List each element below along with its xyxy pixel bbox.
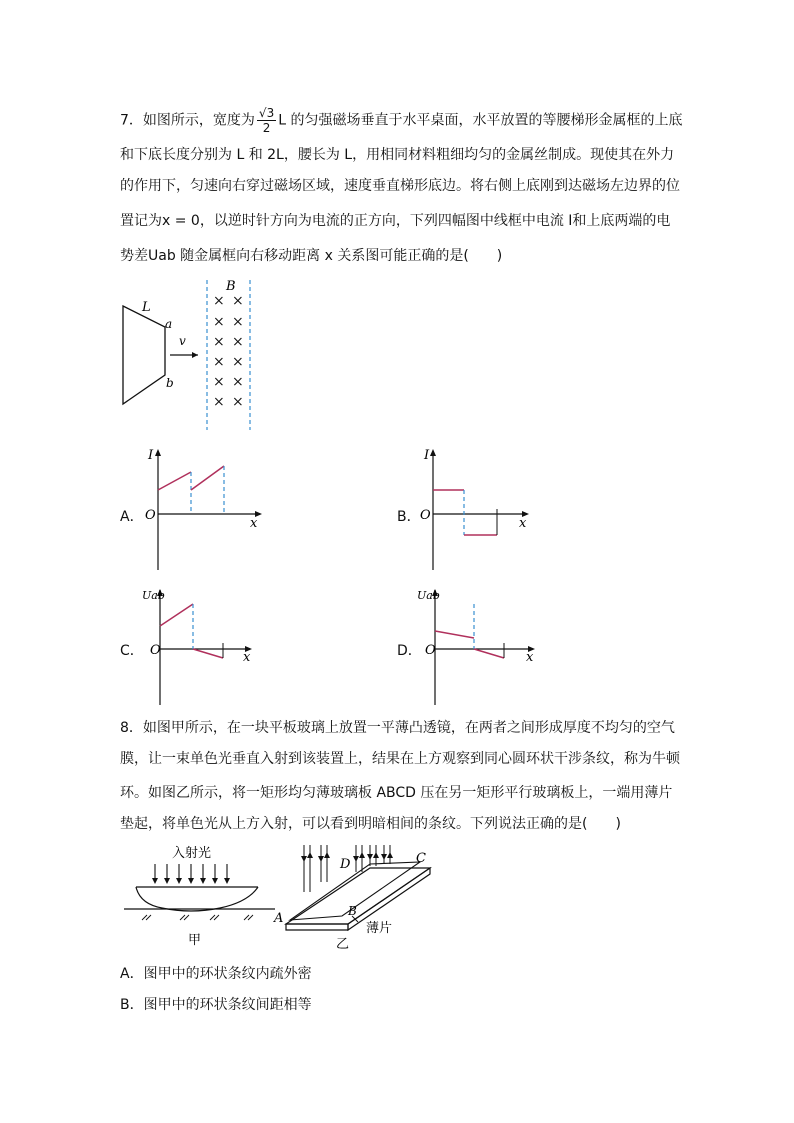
q7-line-1-pre: 7．如图所示，宽度为 bbox=[120, 112, 255, 129]
svg-text:x: x bbox=[526, 650, 534, 665]
sqrt3-over-2-fraction: $\frac{√3}{2}$ bbox=[258, 106, 275, 135]
option-c-letter: C． bbox=[120, 643, 144, 659]
svg-text:O: O bbox=[420, 508, 431, 523]
q8-line-1: 8．如图甲所示，在一块平板玻璃上放置一平薄凸透镜，在两者之间形成厚度不均匀的空气 bbox=[120, 720, 675, 736]
q8-line-4: 垫起，将单色光从上方入射，可以看到明暗相间的条纹。下列说法正确的是( ) bbox=[120, 816, 621, 832]
svg-text:×: × bbox=[232, 293, 244, 309]
svg-text:×: × bbox=[232, 314, 244, 330]
wedge-film-figure bbox=[270, 842, 440, 950]
incident-light-label: 入射光 bbox=[172, 846, 212, 861]
svg-text:A: A bbox=[274, 911, 284, 926]
q8-line-3: 环。如图乙所示，将一矩形均匀薄玻璃板 ABCD 压在另一矩形平行玻璃板上，一端用薄片 bbox=[120, 785, 673, 801]
svg-text:C: C bbox=[416, 851, 426, 866]
label-B: B bbox=[226, 279, 236, 294]
q7-setup-figure bbox=[110, 275, 270, 435]
q7-line-1-post: L 的匀强磁场垂直于水平桌面，水平放置的等腰梯形金属框的上底 bbox=[278, 112, 683, 129]
option-d-graph bbox=[415, 585, 545, 710]
option-b-letter: B． bbox=[397, 509, 421, 525]
option-c-graph bbox=[140, 585, 270, 710]
option-d-letter: D． bbox=[397, 643, 422, 659]
q7-line-1 bbox=[120, 106, 682, 135]
option-d-y-label: Uab bbox=[417, 589, 440, 602]
svg-text:x: x bbox=[519, 516, 527, 531]
svg-text:×: × bbox=[213, 354, 225, 370]
svg-text:×: × bbox=[213, 293, 225, 309]
q8-line-2: 膜，让一束单色光垂直入射到该装置上，结果在上方观察到同心圆环状干涉条纹，称为牛顿 bbox=[120, 751, 680, 767]
q8-option-a: A．图甲中的环状条纹内疏外密 bbox=[120, 966, 312, 982]
svg-text:O: O bbox=[150, 643, 161, 658]
label-b: b bbox=[166, 376, 174, 390]
label-L: L bbox=[142, 300, 151, 315]
fig-jia-caption: 甲 bbox=[188, 933, 202, 948]
fig-yi-caption: 乙 bbox=[336, 937, 350, 950]
option-a-graph bbox=[140, 445, 270, 575]
label-a: a bbox=[165, 317, 173, 331]
svg-text:x: x bbox=[250, 516, 258, 531]
option-b-graph bbox=[415, 445, 545, 575]
svg-text:×: × bbox=[213, 394, 225, 410]
svg-text:O: O bbox=[145, 508, 156, 523]
newton-rings-figure bbox=[120, 842, 280, 950]
svg-text:O: O bbox=[425, 643, 436, 658]
option-c-y-label: Uab bbox=[142, 589, 165, 602]
q7-line-5: 势差Uab 随金属框向右移动距离 x 关系图可能正确的是( ) bbox=[120, 248, 503, 264]
svg-text:×: × bbox=[213, 314, 225, 330]
q8-option-b: B．图甲中的环状条纹间距相等 bbox=[120, 997, 312, 1013]
q7-line-3: 的作用下，匀速向右穿过磁场区域，速度垂直梯形底边。将右侧上底刚到达磁场左边界的位 bbox=[120, 178, 680, 194]
svg-text:B: B bbox=[348, 904, 357, 918]
svg-text:x: x bbox=[243, 650, 251, 665]
svg-text:D: D bbox=[340, 857, 351, 872]
svg-text:I: I bbox=[424, 448, 430, 463]
shim-label: 薄片 bbox=[366, 921, 393, 936]
q7-line-4: 置记为x = 0，以逆时针方向为电流的正方向，下列四幅图中线框中电流 I和上底两端的电 bbox=[120, 213, 671, 229]
option-a-letter: A． bbox=[120, 509, 144, 525]
label-v: v bbox=[179, 334, 186, 348]
svg-text:×: × bbox=[213, 334, 225, 350]
svg-text:×: × bbox=[213, 374, 225, 390]
field-cross-marks bbox=[213, 293, 244, 410]
svg-text:×: × bbox=[232, 374, 244, 390]
q7-line-2: 和下底长度分别为 L 和 2L，腰长为 L，用相同材料粗细均匀的金属丝制成。现使其在外力 bbox=[120, 147, 675, 163]
svg-text:I: I bbox=[148, 448, 154, 463]
svg-text:×: × bbox=[232, 334, 244, 350]
svg-text:×: × bbox=[232, 394, 244, 410]
svg-text:×: × bbox=[232, 354, 244, 370]
